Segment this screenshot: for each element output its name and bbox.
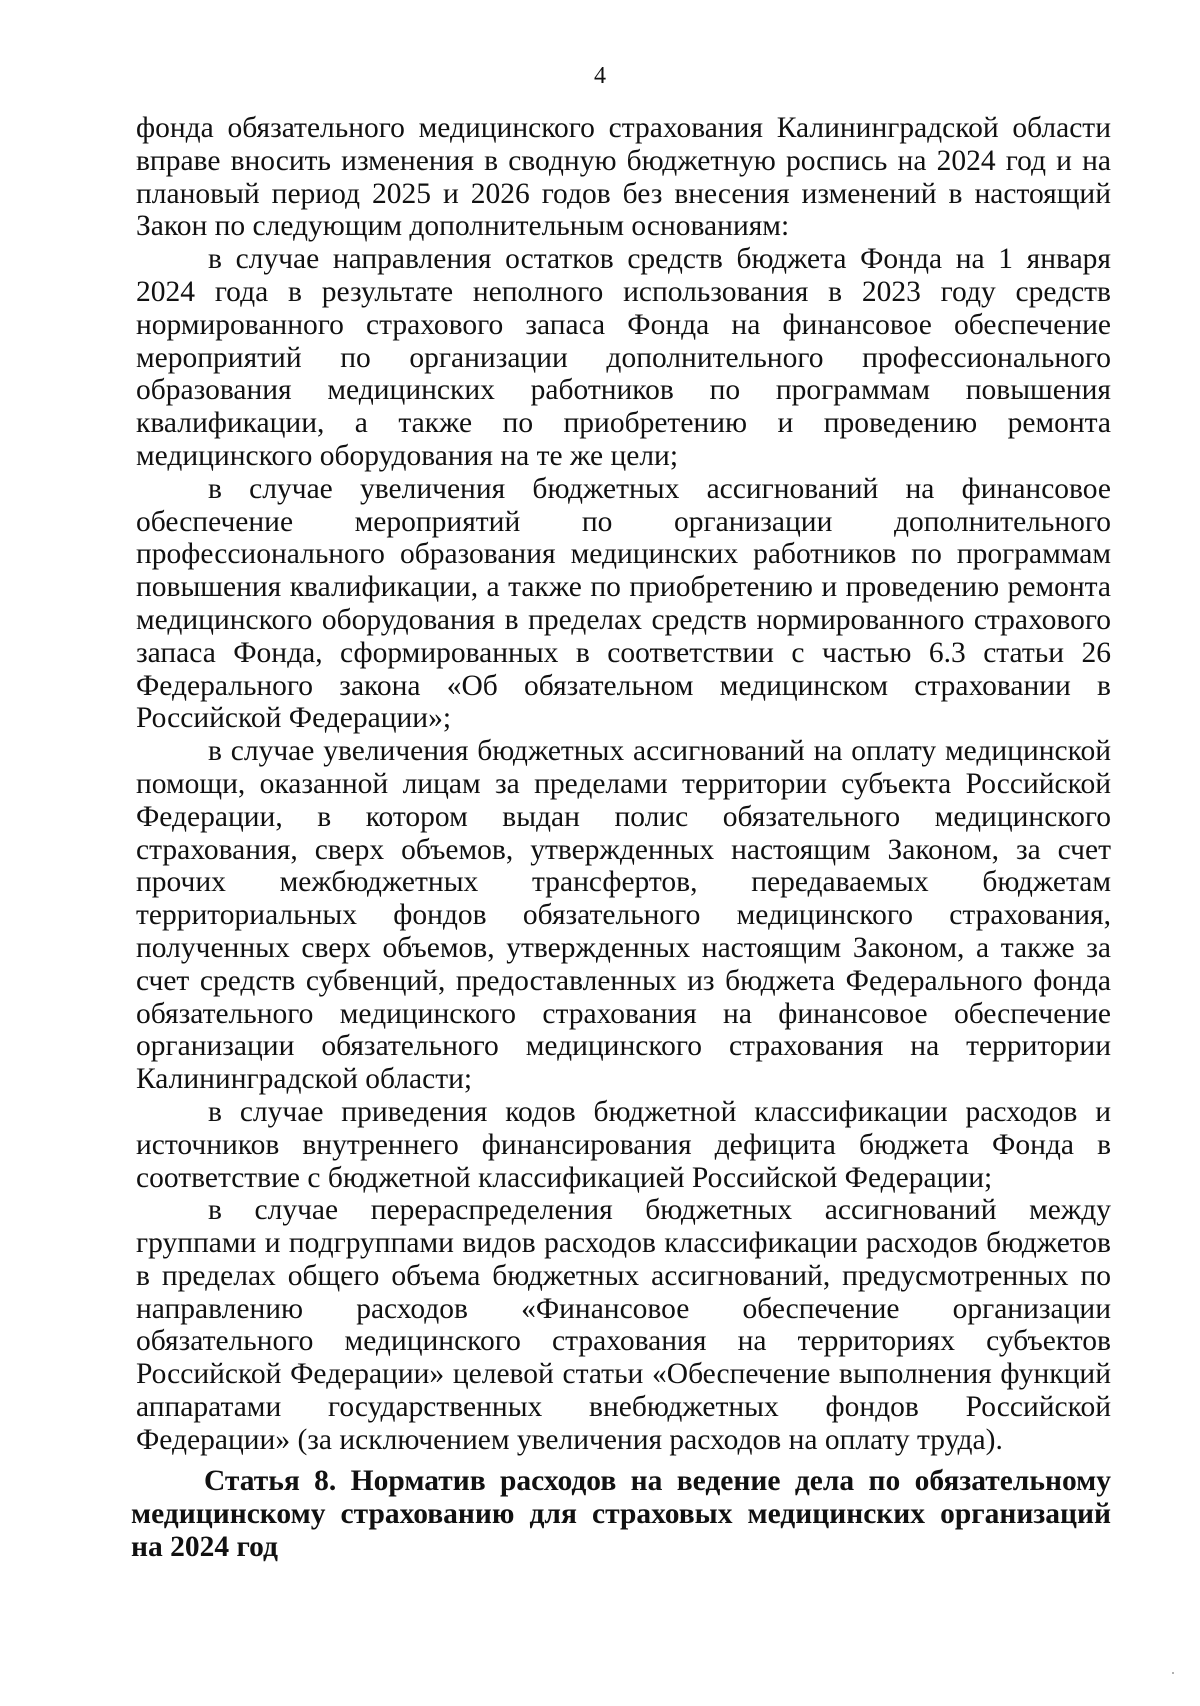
paragraph-basis-2: в случае увеличения бюджетных ассигнований на финансовое обеспечение мероприятий по организации дополнительного профессионального образования медицинских работников по программам повышения квалификации, а также по приобретению и проведению ремонта медицинского оборудования в пределах средств нормированного страхового запаса Фонда, сформированных в соответствии с частью 6.3 статьи 26 Федерального закона «Об обязательном медицинском страховании в Российской Федерации»; [136, 472, 1111, 735]
scan-speck [1172, 1672, 1174, 1674]
paragraph-basis-1: в случае направления остатков средств бюджета Фонда на 1 января 2024 года в результате неполного использования в 2023 году средств нормированного страхового запаса Фонда на финансовое обеспечение мероприятий по организации дополнительного профессионального образования медицинских работников по программам повышения квалификации, а также по приобретению и проведению ремонта медицинского оборудования на те же цели; [136, 243, 1111, 472]
page-number: 4 [594, 63, 606, 89]
paragraph-continuation: фонда обязательного медицинского страхования Калининградской области вправе вносить изменения в сводную бюджетную роспись на 2024 год и на плановый период 2025 и 2026 годов без внесения изменений в настоящий Закон по следующим дополнительным основаниям: [136, 112, 1111, 243]
body-text [136, 112, 1111, 1457]
paragraph-basis-4: в случае приведения кодов бюджетной классификации расходов и источников внутреннего финансирования дефицита бюджета Фонда в соответствие с бюджетной классификацией Российской Федерации; [136, 1095, 1111, 1194]
article-heading: Статья 8. Норматив расходов на ведение дела по обязательному медицинскому страхованию для страховых медицинских организаций на 2024 год [131, 1465, 1111, 1563]
paragraph-basis-3: в случае увеличения бюджетных ассигнований на оплату медицинской помощи, оказанной лицам за пределами территории субъекта Российской Федерации, в котором выдан полис обязательного медицинского страхования, сверх объемов, утвержденных настоящим Законом, за счет прочих межбюджетных трансфертов, передаваемых бюджетам территориальных фондов обязательного медицинского страхования, полученных сверх объемов, утвержденных настоящим Законом, а также за счет средств субвенций, предоставленных из бюджета Федерального фонда обязательного медицинского страхования на финансовое обеспечение организации обязательного медицинского страхования на территории Калининградской области; [136, 735, 1111, 1096]
paragraph-basis-5: в случае перераспределения бюджетных ассигнований между группами и подгруппами видов расходов классификации расходов бюджетов в пределах общего объема бюджетных ассигнований, предусмотренных по направлению расходов «Финансовое обеспечение организации обязательного медицинского страхования на территориях субъектов Российской Федерации» целевой статьи «Обеспечение выполнения функций аппаратами государственных внебюджетных фондов Российской Федерации» (за исключением увеличения расходов на оплату труда). [136, 1194, 1111, 1456]
